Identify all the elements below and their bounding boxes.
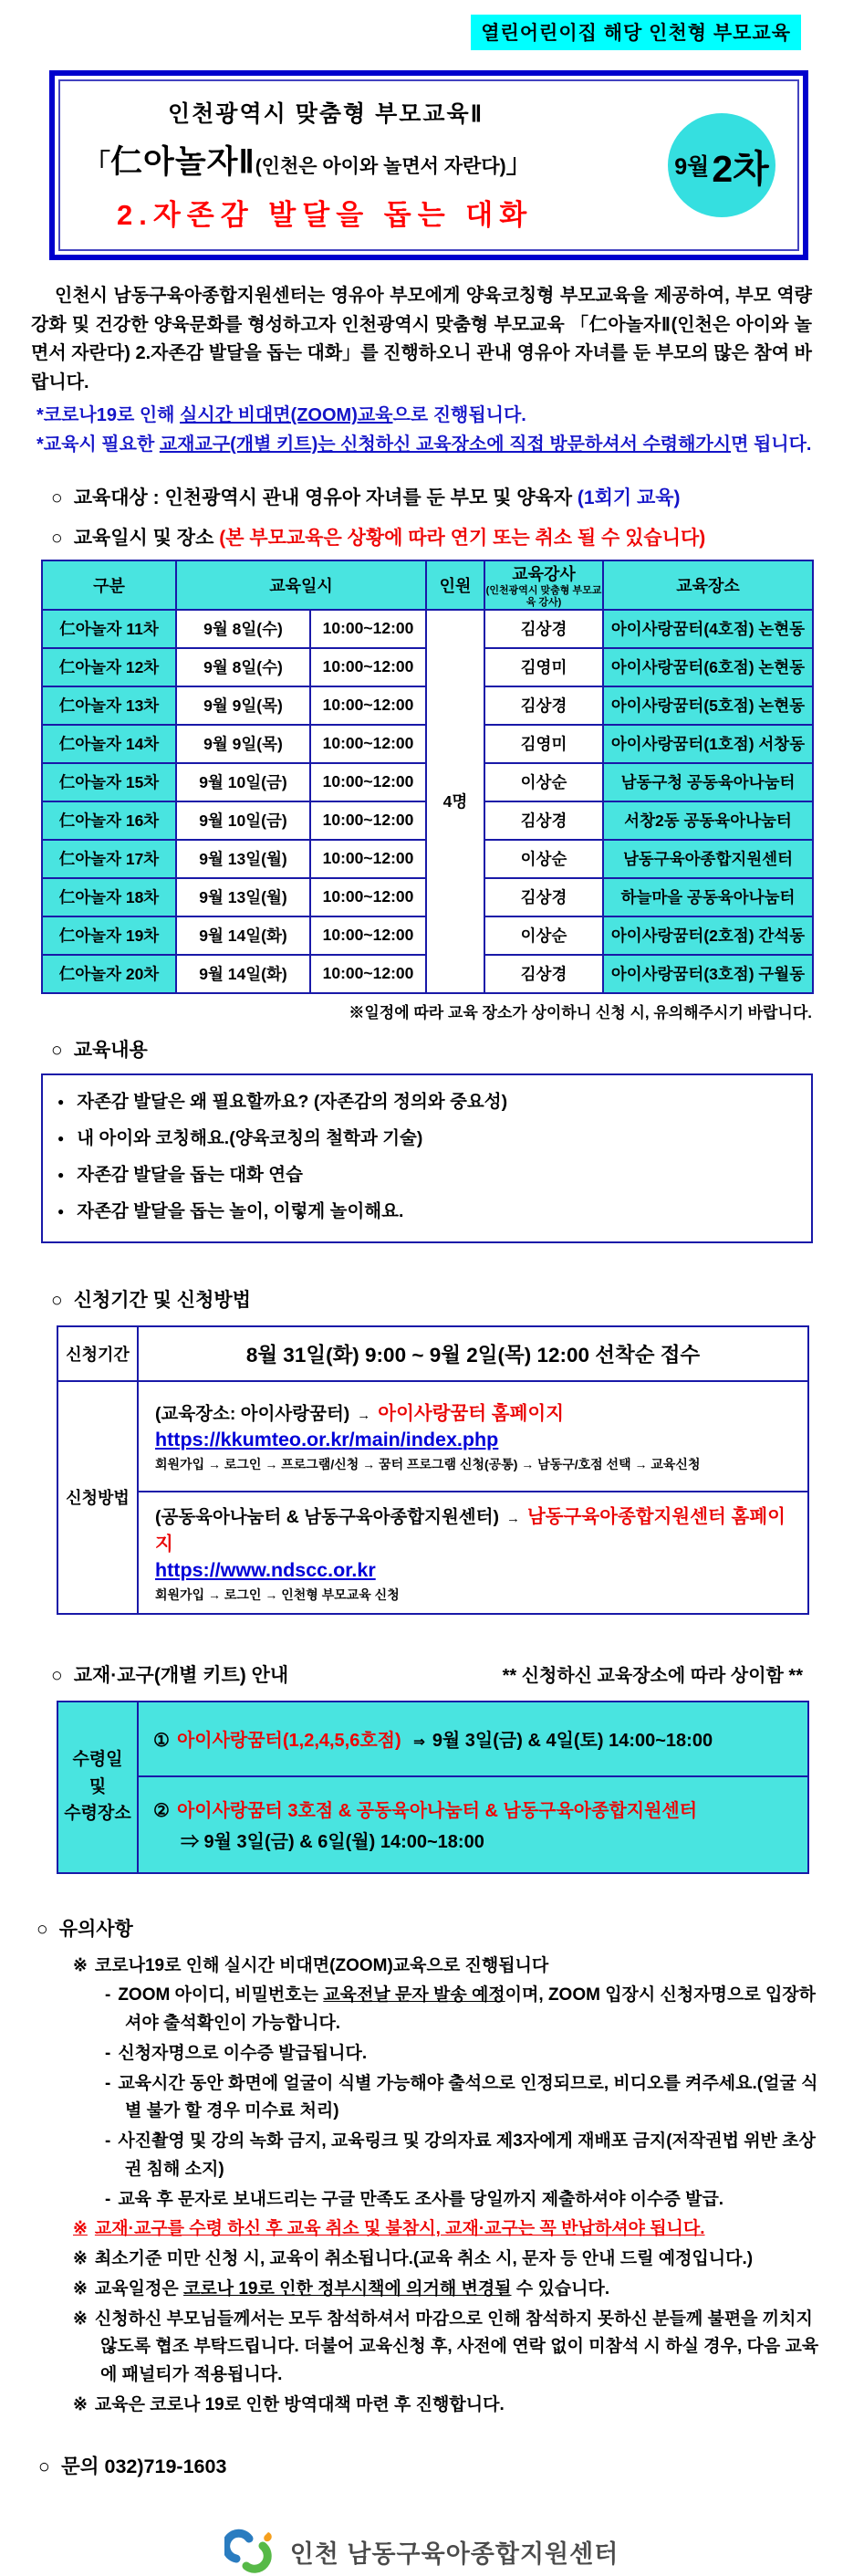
kit-1-datetime: 9월 3일(금) & 4일(토) 14:00~18:00 xyxy=(432,1731,713,1752)
notice-subitem: - 신청자명으로 이수증 발급됩니다. xyxy=(105,2043,368,2063)
cell-time: 10:00~12:00 xyxy=(310,916,426,955)
circle-marker: ○ xyxy=(51,1039,63,1061)
cell-instructor: 김상경 xyxy=(484,801,603,840)
cell-time: 10:00~12:00 xyxy=(310,610,426,648)
cell-category: 仁아놀자 19차 xyxy=(42,916,176,955)
center-logo-icon xyxy=(224,2529,281,2576)
cell-time: 10:00~12:00 xyxy=(310,955,426,993)
cell-category: 仁아놀자 14차 xyxy=(42,725,176,763)
method-2-route: (공동육아나눔터 & 남동구육아종합지원센터) → 남동구육아종합지원센터 홈페이지 xyxy=(155,1505,786,1555)
cell-place: 아이사랑꿈터(4호점) 논현동 xyxy=(603,610,813,648)
target-highlight: (1회기 교육) xyxy=(577,487,681,509)
notice-subitem: - 교육시간 동안 화면에 얼굴이 식별 가능해야 출석으로 인정되므로, 비디오를 켜주세요.(얼굴 식별 불가 할 경우 미수료 처리) xyxy=(105,2073,818,2121)
col-header-place: 교육장소 xyxy=(603,560,813,609)
cell-place: 아이사랑꿈터(6호점) 논현동 xyxy=(603,648,813,686)
cell-category: 仁아놀자 15차 xyxy=(42,763,176,801)
apply-heading: ○ 신청기간 및 신청방법 xyxy=(51,1289,251,1311)
cell-place: 아이사랑꿈터(5호점) 논현동 xyxy=(603,686,813,725)
apply-period-row xyxy=(57,1326,808,1381)
cell-category: 仁아놀자 13차 xyxy=(42,686,176,725)
col-header-category: 구분 xyxy=(42,560,176,609)
notice-item-return-kit: ※ 교재·교구를 수령 하신 후 교육 취소 및 불참시, 교재·교구는 꼭 반납하셔야 됩니다. xyxy=(73,2219,705,2239)
circle-marker: ○ xyxy=(38,2455,50,2477)
circle-marker: ○ xyxy=(51,487,63,509)
program-title-sub: (인천은 아이와 놀면서 자란다) xyxy=(255,156,506,177)
method-2-steps: 회원가입 → 로그인 → 인천형 부모교육 신청 xyxy=(155,1586,400,1602)
content-item: ● 내 아이와 코칭해요.(양육코칭의 철학과 기술) xyxy=(57,1127,423,1148)
cell-instructor: 김영미 xyxy=(484,648,603,686)
top-banner: 열린어린이집 해당 인천형 부모교육 xyxy=(471,15,801,50)
circled-two-icon: ② xyxy=(153,1801,170,1822)
kit-pickup-2 xyxy=(138,1776,808,1873)
circle-marker: ○ xyxy=(51,1664,63,1686)
target-line: ○ 교육대상 : 인천광역시 관내 영유아 자녀를 둔 부모 및 양육자 (1회기 교육) xyxy=(51,487,681,509)
schedule-table xyxy=(41,560,814,993)
cell-date: 9월 8일(수) xyxy=(176,648,310,686)
cell-instructor: 이상순 xyxy=(484,916,603,955)
bracket-open: 「 xyxy=(84,150,111,179)
session-title: 2.자존감 발달을 돕는 대화 xyxy=(117,199,534,231)
kit-heading: ○ 교재·교구(개별 키트) 안내 xyxy=(51,1664,289,1686)
notice-item: ※ 최소기준 미만 신청 시, 교육이 취소됩니다.(교육 취소 시, 문자 등 안내 드릴 예정입니다.) xyxy=(73,2249,754,2269)
notice-item: ※ 신청하신 부모님들께서는 모두 참석하셔서 마감으로 인해 참석하지 못하신 분들께 불편을 끼치지 않도록 협조 부탁드립니다. 더불어 교육신청 후, 사전에 연락 없이 미참석 시 하실 경우, 다음 교육에 패널티가 적용됩니다. xyxy=(73,2309,819,2385)
cell-instructor: 김영미 xyxy=(484,725,603,763)
program-title-main: 仁아놀자Ⅱ xyxy=(110,144,255,180)
cell-date: 9월 13일(월) xyxy=(176,878,310,916)
schedule-footnote: ※일정에 따라 교육 장소가 상이하니 신청 시, 유의해주시기 바랍니다. xyxy=(349,1003,812,1021)
bullet-icon: ● xyxy=(57,1204,65,1218)
cell-instructor: 김상경 xyxy=(484,686,603,725)
notice-item: ※ 코로나19로 인해 실시간 비대면(ZOOM)교육으로 진행됩니다 xyxy=(73,1955,549,1975)
notice-heading: ○ 유의사항 xyxy=(36,1918,133,1940)
cell-date: 9월 13일(월) xyxy=(176,840,310,878)
cell-place: 남동구청 공동육아나눔터 xyxy=(603,763,813,801)
notice-subitem: - 교육 후 문자로 보내드리는 구글 만족도 조사를 당일까지 제출하셔야 이수증 발급. xyxy=(105,2189,724,2209)
cell-date: 9월 14일(화) xyxy=(176,955,310,993)
bullet-icon: ● xyxy=(57,1168,65,1181)
title-box-inner xyxy=(58,79,799,251)
circle-marker: ○ xyxy=(51,1289,63,1311)
apply-method-1 xyxy=(138,1381,808,1492)
notice-list xyxy=(0,1953,843,2420)
cell-time: 10:00~12:00 xyxy=(310,763,426,801)
cell-category: 仁아놀자 16차 xyxy=(42,801,176,840)
cell-instructor: 김상경 xyxy=(484,878,603,916)
bullet-icon: ● xyxy=(57,1094,65,1108)
method-1-steps: 회원가입 → 로그인 → 프로그램/신청 → 꿈터 프로그램 신청(공통) → 남동구/호점 선택 → 교육신청 xyxy=(155,1457,701,1472)
kit-label: 수령일 및 수령장소 xyxy=(57,1702,138,1873)
cell-capacity: 4명 xyxy=(426,610,484,993)
badge-month: 9월 xyxy=(674,154,710,180)
double-arrow-icon: ⇒ xyxy=(413,1734,425,1751)
contact-line xyxy=(38,2451,843,2479)
cell-time: 10:00~12:00 xyxy=(310,725,426,763)
cell-place: 남동구육아종합지원센터 xyxy=(603,840,813,878)
cell-time: 10:00~12:00 xyxy=(310,801,426,840)
cell-date: 9월 9일(목) xyxy=(176,725,310,763)
cell-category: 仁아놀자 11차 xyxy=(42,610,176,648)
kit-1-places: 아이사랑꿈터(1,2,4,5,6호점) xyxy=(176,1731,401,1752)
cell-category: 仁아놀자 12차 xyxy=(42,648,176,686)
kit-2-places-line xyxy=(153,1796,800,1822)
instructor-subtext: (인천광역시 맞춤형 부모교육 강사) xyxy=(485,585,602,609)
apply-method-row-2 xyxy=(57,1492,808,1614)
cell-place: 하늘마을 공동육아나눔터 xyxy=(603,878,813,916)
kit-2-places: 아이사랑꿈터 3호점 & 공동육아나눔터 & 남동구육아종합지원센터 xyxy=(176,1801,698,1822)
circle-marker: ○ xyxy=(51,528,63,550)
cell-time: 10:00~12:00 xyxy=(310,840,426,878)
apply-method-row-1 xyxy=(57,1381,808,1492)
contact-phone: 문의 032)719-1603 xyxy=(61,2455,227,2477)
apply-table xyxy=(57,1325,809,1615)
apply-method-2 xyxy=(138,1492,808,1614)
program-supertitle: 인천광역시 맞춤형 부모교육Ⅱ xyxy=(168,101,484,127)
apply-period-label: 신청기간 xyxy=(57,1326,138,1381)
cell-date: 9월 14일(화) xyxy=(176,916,310,955)
kit-row-2 xyxy=(57,1776,808,1873)
cell-category: 仁아놀자 18차 xyxy=(42,878,176,916)
cell-category: 仁아놀자 17차 xyxy=(42,840,176,878)
cell-instructor: 이상순 xyxy=(484,840,603,878)
col-header-datetime: 교육일시 xyxy=(176,560,426,609)
ndscc-link[interactable]: https://www.ndscc.or.kr xyxy=(155,1558,376,1581)
badge-round: 2차 xyxy=(712,147,769,190)
intro-paragraph: 인천시 남동구육아종합지원센터는 영유아 부모에게 양육코칭형 부모교육을 제공하여, 부모 역량 강화 및 건강한 양육문화를 형성하고자 인천광역시 맞춤형 부모교육 「仁아놀자Ⅱ(인천은 아이와 놀면서 자란다) 2.자존감 발달을 돕는 대화」를 진행하오니 관내 영유아 자녀를 둔 부모의 많은 참여 바랍니다. xyxy=(31,286,812,393)
notice-subitem: - 사진촬영 및 강의 녹화 금지, 교육링크 및 강의자료 제3자에게 재배포 금지(저작권법 위반 초상권 침해 소지) xyxy=(105,2131,816,2179)
footer xyxy=(0,2529,843,2576)
bullet-icon: ● xyxy=(57,1131,65,1145)
cell-time: 10:00~12:00 xyxy=(310,878,426,916)
kit-2-datetime: ⇒ 9월 3일(금) & 6일(월) 14:00~18:00 xyxy=(181,1832,484,1853)
arrow-icon: → xyxy=(505,1510,520,1526)
schedule-header-row xyxy=(42,560,813,609)
arrow-icon: → xyxy=(357,1408,371,1424)
notice-item: ※ 교육은 코로나 19로 인한 방역대책 마련 후 진행합니다. xyxy=(73,2395,505,2415)
kit-pickup-note: *교육시 필요한 교재교구(개별 키트)는 신청하신 교육장소에 직접 방문하셔서 수령해가시면 됩니다. xyxy=(36,435,812,456)
content-item: ● 자존감 발달은 왜 필요할까요? (자존감의 정의와 중요성) xyxy=(57,1091,508,1112)
cell-place: 서창2동 공동육아나눔터 xyxy=(603,801,813,840)
organization-name: 인천 남동구육아종합지원센터 xyxy=(289,2540,619,2569)
cell-time: 10:00~12:00 xyxy=(310,648,426,686)
notice-subitem: - ZOOM 아이디, 비밀번호는 교육전날 문자 발송 예정이며, ZOOM 입장시 신청자명으로 입장하셔야 출석확인이 가능합니다. xyxy=(105,1985,817,2034)
month-round-badge xyxy=(668,113,775,217)
content-item: ● 자존감 발달을 돕는 놀이, 이렇게 놀이해요. xyxy=(57,1200,404,1221)
method-1-route: (교육장소: 아이사랑꿈터) → 아이사랑꿈터 홈페이지 xyxy=(155,1403,565,1425)
cell-date: 9월 9일(목) xyxy=(176,686,310,725)
kit-row-1 xyxy=(57,1702,808,1776)
circled-one-icon: ① xyxy=(153,1731,170,1752)
cell-date: 9월 10일(금) xyxy=(176,763,310,801)
schedule-row xyxy=(42,610,813,648)
cell-date: 9월 8일(수) xyxy=(176,610,310,648)
cell-time: 10:00~12:00 xyxy=(310,686,426,725)
schedule-warning: (본 부모교육은 상황에 따라 연기 또는 취소 될 수 있습니다) xyxy=(219,528,706,550)
content-heading: ○ 교육내용 xyxy=(51,1039,148,1061)
schedule-heading: ○ 교육일시 및 장소 (본 부모교육은 상황에 따라 연기 또는 취소 될 수 있습니다) xyxy=(51,528,706,550)
intro-blue-notes xyxy=(36,401,816,459)
cell-place: 아이사랑꿈터(1호점) 서창동 xyxy=(603,725,813,763)
cell-date: 9월 10일(금) xyxy=(176,801,310,840)
title-box xyxy=(49,70,808,260)
bracket-close: 」 xyxy=(505,150,533,179)
cell-place: 아이사랑꿈터(2호점) 간석동 xyxy=(603,916,813,955)
apply-period-value: 8월 31일(화) 9:00 ~ 9월 2일(목) 12:00 선착순 접수 xyxy=(138,1326,808,1381)
col-header-instructor: 교육강사 (인천광역시 맞춤형 부모교육 강사) xyxy=(484,560,603,609)
kit-heading-row xyxy=(51,1660,803,1688)
method-2-site-name: 남동구육아종합지원센터 홈페이지 xyxy=(155,1505,786,1555)
col-header-capacity: 인원 xyxy=(426,560,484,609)
content-box xyxy=(41,1073,813,1243)
kit-table xyxy=(57,1701,809,1874)
kit-side-note: ** 신청하신 교육장소에 따라 상이함 ** xyxy=(502,1665,803,1686)
apply-method-label: 신청방법 xyxy=(57,1381,138,1614)
content-item: ● 자존감 발달을 돕는 대화 연습 xyxy=(57,1164,303,1185)
kit-pickup-1 xyxy=(138,1702,808,1776)
cell-category: 仁아놀자 20차 xyxy=(42,955,176,993)
cell-instructor: 김상경 xyxy=(484,610,603,648)
circle-marker: ○ xyxy=(36,1918,48,1940)
cell-instructor: 이상순 xyxy=(484,763,603,801)
kkumteo-link[interactable]: https://kkumteo.or.kr/main/index.php xyxy=(155,1429,499,1451)
banner-row xyxy=(0,0,843,50)
cell-instructor: 김상경 xyxy=(484,955,603,993)
intro-section xyxy=(31,282,812,397)
cell-place: 아이사랑꿈터(3호점) 구월동 xyxy=(603,955,813,993)
method-1-site-name: 아이사랑꿈터 홈페이지 xyxy=(378,1403,565,1425)
notice-item: ※ 교육일정은 코로나 19로 인한 정부시책에 의거해 변경될 수 있습니다. xyxy=(73,2278,610,2299)
zoom-note: *코로나19로 인해 실시간 비대면(ZOOM)교육으로 진행됩니다. xyxy=(36,405,526,426)
